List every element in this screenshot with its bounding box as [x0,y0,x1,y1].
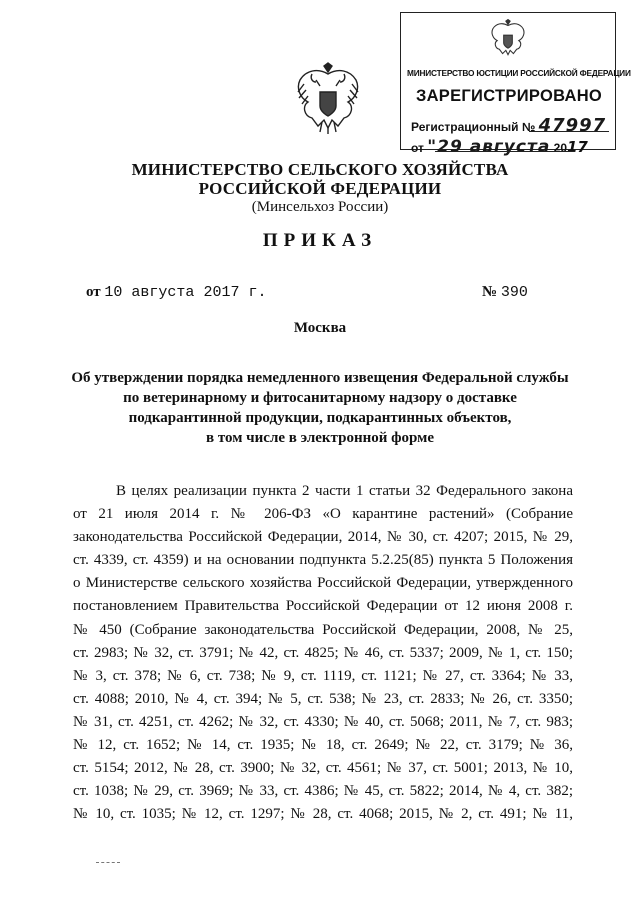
body-line: ст. 4088; 2010, № 4, ст. 394; № 5, ст. 538; № 23, ст. 2833; № 26, ст. 3350; [73,690,573,707]
subject-line: подкарантинной продукции, подкарантинных объектов, [128,410,512,426]
body-line: о Министерстве сельского хозяйства Российской Федерации, утвержденного [73,575,573,592]
order-number [482,284,528,301]
stamp-year-handwritten: 17 [567,138,588,156]
body-line: № 450 (Собрание законодательства Российской Федерации, 2008, № 25, [73,621,573,638]
stamp-date-prefix: от [411,141,424,155]
stamp-date-row [411,137,588,157]
subject-line: в том числе в электронной форме [205,430,434,446]
subject-line: по ветеринарному и фитосанитарному надзору о доставке [123,390,517,406]
body-line: постановлением Правительства Российской Федерации от 12 июня 2008 г. [73,598,573,615]
order-number-value: 390 [500,284,528,301]
order-date-value: 10 августа 2017 г. [104,284,267,301]
stamp-date-handwritten: "29 августа [427,137,551,157]
body-line: № 3, ст. 378; № 6, ст. 738; № 9, ст. 1119, ст. 1121; № 27, ст. 3364; № 33, [73,667,573,684]
stamp-reg-number: 47997 [538,115,607,136]
order-city: Москва [293,320,347,336]
stamp-registered-label: ЗАРЕГИСТРИРОВАНО [415,87,603,105]
body-line: № 10, ст. 1035; № 12, ст. 1297; № 28, ст. 4068; 2015, № 2, ст. 491; № 11, [73,806,573,823]
order-date-prefix: от [86,284,101,300]
body-line: ст. 2983; № 32, ст. 3791; № 42, ст. 4825; № 46, ст. 5337; 2009, № 1, ст. 150; [73,644,573,661]
registration-stamp [400,12,631,157]
body-line: ст. 5154; 2012, № 28, ст. 3900; № 32, ст. 4561; № 37, ст. 5001; 2013, № 10, [73,760,573,777]
stamp-year-prefix: 20 [553,141,567,155]
russian-coat-of-arms-icon [485,19,531,59]
stamp-registration-number-row [411,115,606,136]
body-line: ст. 1038; № 29, ст. 3969; № 33, ст. 4386; № 45, ст. 5822; 2014, № 4, ст. 382; [73,783,573,800]
body-line: ст. 4339, ст. 4359) и на основании подпункта 5.2.25(85) пункта 5 Положения [73,552,573,569]
body-line: законодательства Российской Федерации, 2014, № 30, ст. 4207; 2015, № 29, [73,529,573,546]
subject-line: Об утверждении порядка немедленного извещения Федеральной службы [71,370,569,386]
body-line: В целях реализации пункта 2 части 1 статьи 32 Федерального закона [116,483,573,499]
body-line: № 31, ст. 4251, ст. 4262; № 32, ст. 4330; № 40, ст. 5068; 2011, № 7, ст. 983; [73,713,573,730]
body-paragraph [73,480,573,826]
document-type: ПРИКАЗ [262,230,378,251]
stamp-reg-label: Регистрационный № [411,120,536,134]
body-line: от 21 июля 2014 г. № 206-ФЗ «О карантине растений» (Собрание [73,506,573,523]
order-number-prefix: № [482,284,498,300]
order-date [86,284,266,301]
ministry-short-name: (Минсельхоз России) [251,199,389,215]
body-line: № 12, ст. 1652; № 14, ст. 1935; № 18, ст. 2649; № 22, ст. 3179; № 36, [73,737,573,754]
russian-coat-of-arms-icon [290,62,366,136]
footer-mark [96,862,120,863]
ministry-name-line1: МИНИСТЕРСТВО СЕЛЬСКОГО ХОЗЯЙСТВА [131,160,509,179]
stamp-ministry-name: МИНИСТЕРСТВО ЮСТИЦИИ РОССИЙСКОЙ ФЕДЕРАЦИИ [407,68,631,78]
ministry-name-line2: РОССИЙСКОЙ ФЕДЕРАЦИИ [198,179,442,198]
